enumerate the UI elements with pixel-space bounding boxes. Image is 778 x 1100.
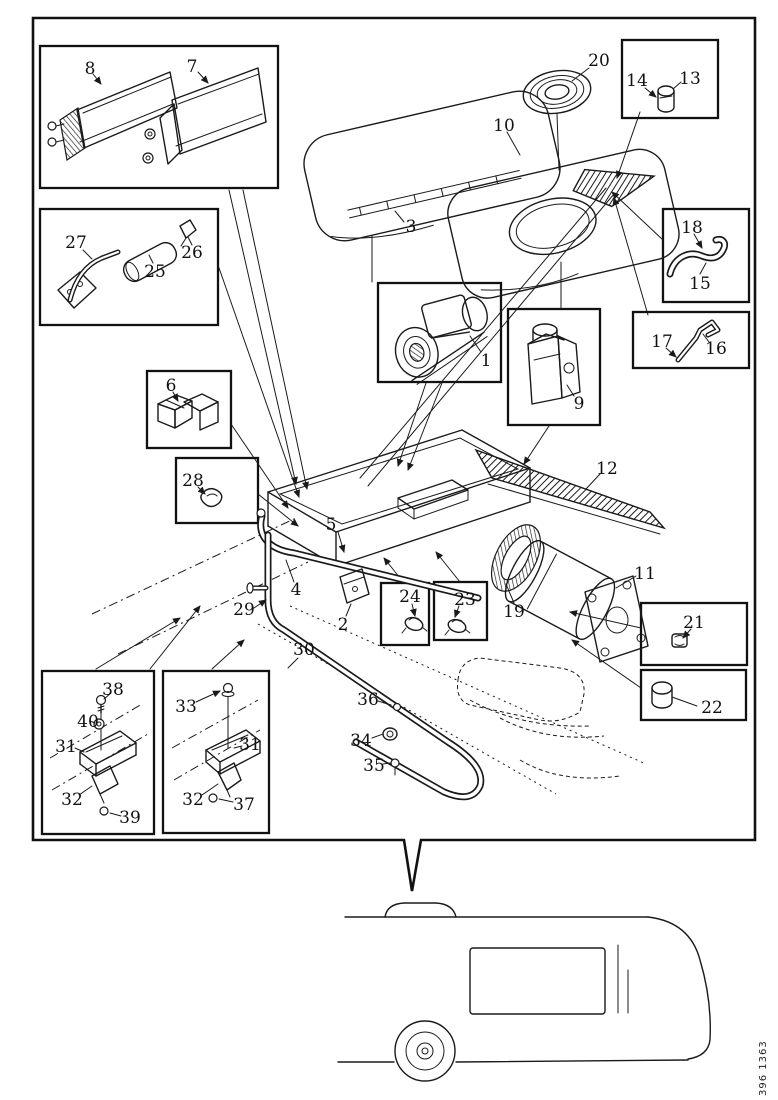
callout-21: 21 bbox=[683, 613, 705, 633]
callout-36: 36 bbox=[357, 690, 379, 710]
inset-box-cap-22 bbox=[641, 670, 746, 720]
inset-box-receiver-drier bbox=[40, 209, 218, 325]
callout-37: 37 bbox=[233, 795, 255, 815]
callout-26: 26 bbox=[181, 243, 203, 263]
callout-24: 24 bbox=[399, 587, 421, 607]
callout-27: 27 bbox=[65, 233, 87, 253]
callout-5: 5 bbox=[325, 515, 337, 535]
callout-34: 34 bbox=[350, 731, 372, 751]
callout-32-right: 32 bbox=[182, 790, 204, 810]
part-pipes bbox=[247, 535, 620, 797]
callout-4: 4 bbox=[290, 580, 302, 600]
callout-6: 6 bbox=[165, 376, 177, 396]
part-condenser-grille bbox=[476, 450, 664, 534]
callout-30: 30 bbox=[293, 640, 315, 660]
callout-28: 28 bbox=[182, 471, 204, 491]
part-fan-ring bbox=[520, 65, 594, 118]
callout-29: 29 bbox=[233, 600, 255, 620]
callout-8: 8 bbox=[84, 59, 96, 79]
callout-35: 35 bbox=[363, 756, 385, 776]
callout-32-left: 32 bbox=[61, 790, 83, 810]
callout-23: 23 bbox=[454, 590, 476, 610]
callout-15: 15 bbox=[689, 274, 711, 294]
callout-20: 20 bbox=[588, 51, 610, 71]
callout-39: 39 bbox=[119, 808, 141, 828]
callout-31-left: 31 bbox=[55, 737, 77, 757]
callout-10: 10 bbox=[493, 116, 515, 136]
part-condenser-motor bbox=[481, 517, 648, 662]
callout-12: 12 bbox=[596, 459, 618, 479]
vehicle-outline bbox=[338, 903, 710, 1081]
callout-22: 22 bbox=[701, 698, 723, 718]
part-flap-2 bbox=[340, 569, 369, 603]
callout-25: 25 bbox=[144, 262, 166, 282]
callout-16: 16 bbox=[705, 339, 727, 359]
callout-3: 3 bbox=[405, 217, 417, 237]
callout-17: 17 bbox=[651, 332, 673, 352]
callout-40: 40 bbox=[77, 712, 99, 732]
callout-18: 18 bbox=[681, 218, 703, 238]
callout-11: 11 bbox=[634, 564, 656, 584]
callout-31-right: 31 bbox=[239, 735, 261, 755]
callout-2: 2 bbox=[337, 615, 349, 635]
callout-9: 9 bbox=[573, 394, 585, 414]
callout-1: 1 bbox=[480, 351, 492, 371]
callout-19: 19 bbox=[503, 602, 525, 622]
part-lid bbox=[298, 85, 567, 251]
figure-code: 396 1363 bbox=[758, 1040, 769, 1096]
callout-33: 33 bbox=[175, 697, 197, 717]
callout-13: 13 bbox=[679, 69, 701, 89]
callout-38: 38 bbox=[102, 680, 124, 700]
callout-7: 7 bbox=[186, 57, 198, 77]
part-top-cover bbox=[443, 144, 685, 303]
callout-14: 14 bbox=[626, 71, 648, 91]
